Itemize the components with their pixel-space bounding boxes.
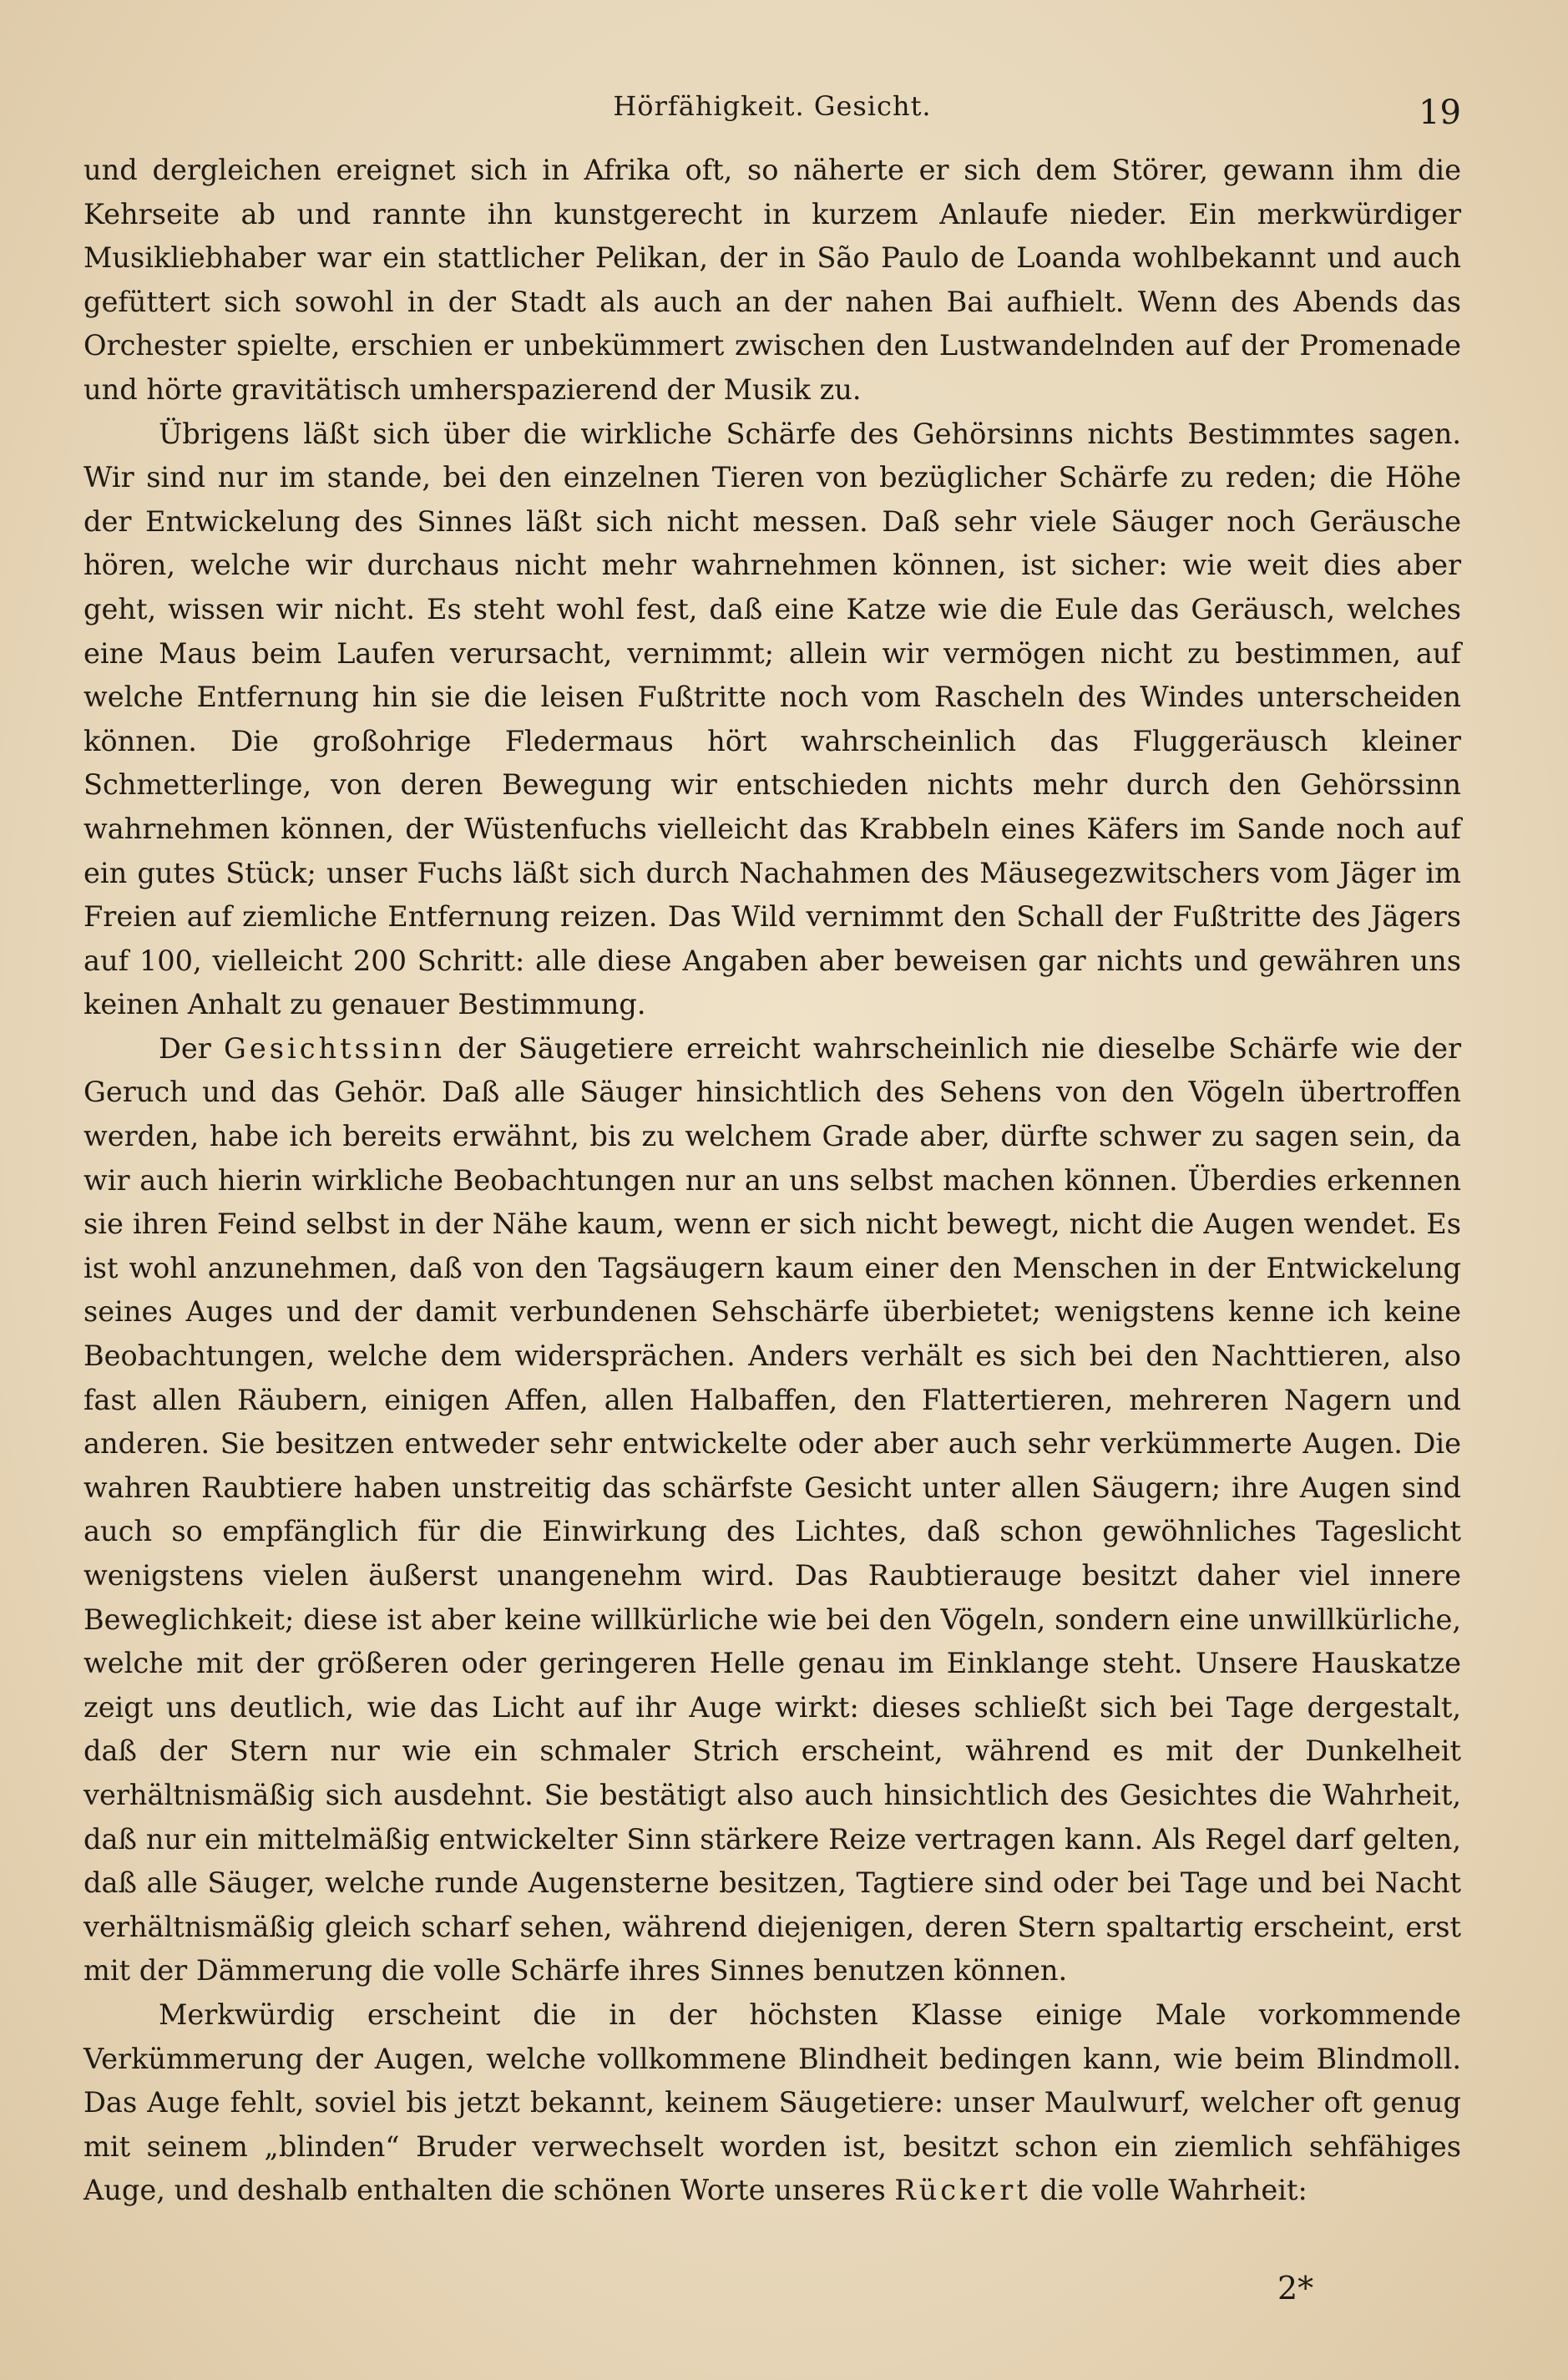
signature-mark: 2*: [1277, 2270, 1314, 2307]
running-head: Hörfähigkeit. Gesicht.: [613, 90, 932, 122]
paragraph-1: und dergleichen ereignet sich in Afrika oft, so näherte er sich dem Störer, gewann ihm die Kehrseite ab und rannte ihn kunstgerecht in kurzem Anlaufe nieder. Ein merkwürdiger Musikliebhaber war ein stattlicher Pelikan, der in São Paulo de Loanda wohlbekannt und auch gefüttert sich sowohl in der Stadt als auch an der nahen Bai aufhielt. Wenn des Abends das Orchester spielte, erschien er unbekümmert zwischen den Lustwandelnden auf der Promenade und hörte gravitätisch umherspazierend der Musik zu.: [83, 154, 1461, 406]
paragraph-3-lead: Der: [159, 1031, 225, 1065]
page-header: [83, 84, 1461, 134]
paragraph-4-lead: Merkwürdig erscheint die in der höchsten Klasse einige Male vorkommende Verkümmerung der Augen, welche vollkommene Blindheit bedingen kann, wie beim Blindmoll. Das Auge fehlt, soviel bis jetzt bekannt, keinem Säugetiere: unser Maulwurf, welcher oft genug mit seinem „blinden“ Bruder verwechselt worden ist, besitzt schon ein ziemlich sehfähiges Auge, und deshalb enthalten die schönen Worte unseres: [83, 1998, 1461, 2207]
paragraph-3: [83, 1027, 1461, 1993]
paragraph-3-rest: der Säugetiere erreicht wahrscheinlich nie dieselbe Schärfe wie der Geruch und das Gehör. Daß alle Säuger hinsichtlich des Sehens von den Vögeln übertroffen werden, habe ich bereits erwähnt, bis zu welchem Grade aber, dürfte schwer zu sagen sein, da wir auch hierin wirkliche Beobachtungen nur an uns selbst machen können. Überdies erkennen sie ihren Feind selbst in der Nähe kaum, wenn er sich nicht bewegt, nicht die Augen wendet. Es ist wohl anzunehmen, daß von den Tagsäugern kaum einer den Menschen in der Entwickelung seines Auges und der damit verbundenen Sehschärfe überbietet; wenigstens kenne ich keine Beobachtungen, welche dem widersprächen. Anders verhält es sich bei den Nachttieren, also fast allen Räubern, einigen Affen, allen Halbaffen, den Flattertieren, mehreren Nagern und anderen. Sie besitzen entweder sehr entwickelte oder aber auch sehr verkümmerte Augen. Die wahren Raubtiere haben unstreitig das schärfste Gesicht unter allen Säugern; ihre Augen sind auch so empfänglich für die Einwirkung des Lichtes, daß schon gewöhnliches Tageslicht wenigstens vielen äußerst unangenehm wird. Das Raubtierauge besitzt daher viel innere Beweglichkeit; diese ist aber keine willkürliche wie bei den Vögeln, sondern eine unwillkürliche, welche mit der größeren oder geringeren Helle genau im Einklange steht. Unsere Hauskatze zeigt uns deutlich, wie das Licht auf ihr Auge wirkt: dieses schließt sich bei Tage dergestalt, daß der Stern nur wie ein schmaler Strich erscheint, während es mit der Dunkelheit verhältnismäßig sich ausdehnt. Sie bestätigt also auch hinsichtlich des Gesichtes die Wahrheit, daß nur ein mittelmäßig entwickelter Sinn stärkere Reize vertragen kann. Als Regel darf gelten, daß alle Säuger, welche runde Augensterne besitzen, Tagtiere sind oder bei Tage und bei Nacht verhältnismäßig gleich scharf sehen, während diejenigen, deren Stern spaltartig erscheint, erst mit der Dämmerung die volle Schärfe ihres Sinnes benutzen können.: [83, 1031, 1461, 1988]
page-number: 19: [1419, 94, 1461, 132]
paragraph-4-rest: die volle Wahrheit:: [1030, 2174, 1308, 2207]
paragraph-2: Übrigens läßt sich über die wirkliche Schärfe des Gehörsinns nichts Bestimmtes sagen. Wir sind nur im stande, bei den einzelnen Tieren von bezüglicher Schärfe zu reden; die Höhe der Entwickelung des Sinnes läßt sich nicht messen. Daß sehr viele Säuger noch Geräusche hören, welche wir durchaus nicht mehr wahrnehmen können, ist sicher: wie weit dies aber geht, wissen wir nicht. Es steht wohl fest, daß eine Katze wie die Eule das Geräusch, welches eine Maus beim Laufen verursacht, vernimmt; allein wir vermögen nicht zu bestimmen, auf welche Entfernung hin sie die leisen Fußtritte noch vom Rascheln des Windes unterscheiden können. Die großohrige Fledermaus hört wahrscheinlich das Fluggeräusch kleiner Schmetterlinge, von deren Bewegung wir entschieden nichts mehr durch den Gehörssinn wahrnehmen können, der Wüstenfuchs vielleicht das Krabbeln eines Käfers im Sande noch auf ein gutes Stück; unser Fuchs läßt sich durch Nachahmen des Mäusegezwitschers vom Jäger im Freien auf ziemliche Entfernung reizen. Das Wild vernimmt den Schall der Fußtritte des Jägers auf 100, vielleicht 200 Schritt: alle diese Angaben aber beweisen gar nichts und gewähren uns keinen Anhalt zu genauer Bestimmung.: [83, 417, 1461, 1021]
paragraph-4: [83, 1993, 1461, 2213]
emphasized-name-rueckert: Rückert: [894, 2174, 1031, 2207]
emphasized-term-gesichtssinn: Gesichtssinn: [224, 1031, 446, 1065]
body-text: [83, 149, 1461, 2213]
